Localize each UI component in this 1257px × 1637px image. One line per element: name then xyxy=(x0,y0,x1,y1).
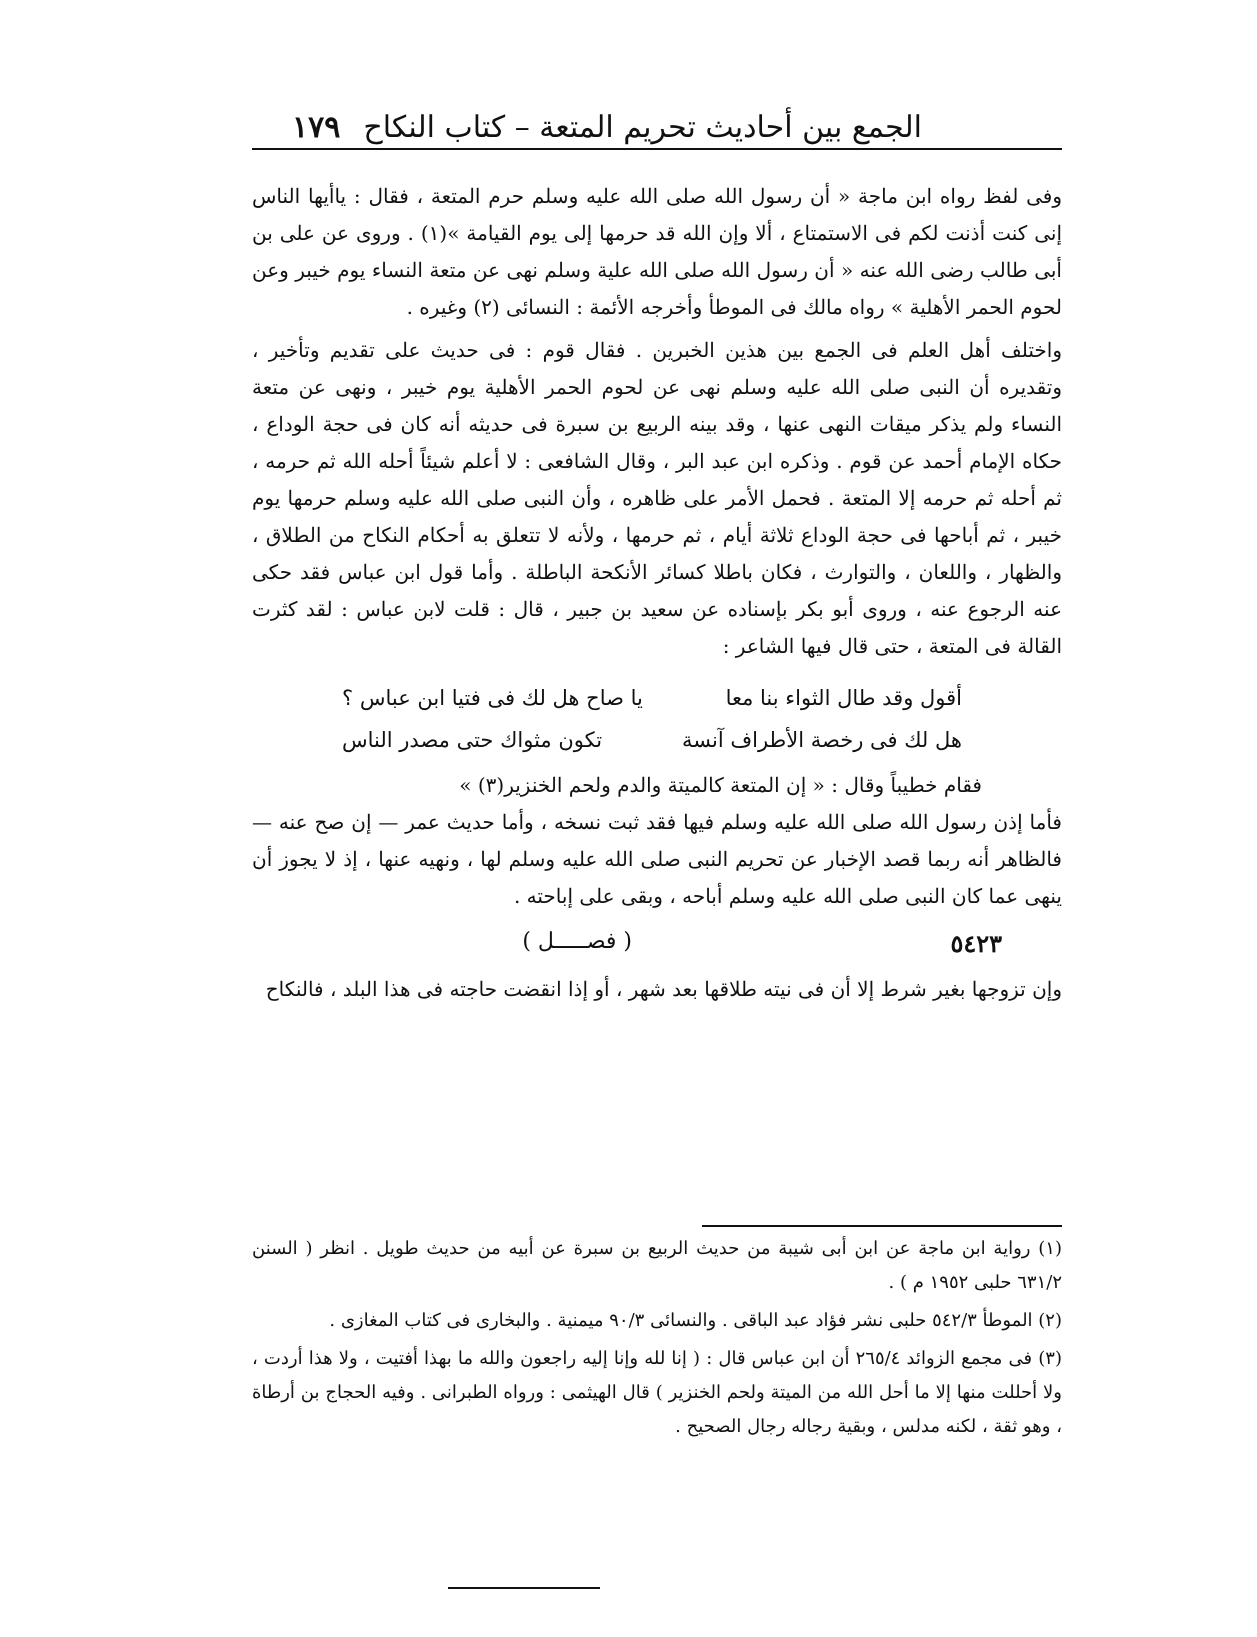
quote-line: فقام خطيباً وقال : « إن المتعة كالميتة والدم ولحم الخنزير(٣) » xyxy=(459,773,982,797)
footnote-2: (٢) الموطأ ٥٤٢/٣ حلبى نشر فؤاد عبد الباقى . والنسائى ٩٠/٣ ميمنية . والبخارى فى كتاب المغازى . xyxy=(329,1310,1062,1331)
paragraph-3: فأما إذن رسول الله صلى الله عليه وسلم فيها فقد ثبت نسخه ، وأما حديث عمر — إن صح عنه — فالظاهر أنه ربما قصد الإخبار عن تحريم النبى صلى الله عليه وسلم لها ، ونهيه عنها ، إذ لا يجوز أن ينهى عما كان النبى صلى الله عليه وسلم أباحه ، وبقى على إباحته . xyxy=(252,810,1062,908)
poem-verse xyxy=(342,719,962,761)
page-number: ١٧٩ xyxy=(292,110,341,145)
paragraph-1: وفى لفظ رواه ابن ماجة « أن رسول الله صلى الله عليه وسلم حرم المتعة ، فقال : ياأيها الناس إنى كنت أذنت لكم فى الاستمتاع ، ألا وإن الله قد حرمها إلى يوم القيامة »(١) . وروى عن على بن أبى طالب رضى الله عنه « أن رسول الله صلى الله علية وسلم نهى عن متعة النساء يوم خيبر وعن لحوم الحمر الأهلية » رواه مالك فى الموطأ وأخرجه الأئمة : النسائى (٢) وغيره . xyxy=(252,184,1062,319)
running-title: الجمع بين أحاديث تحريم المتعة – كتاب النكاح xyxy=(363,110,922,145)
main-text xyxy=(252,178,1062,1008)
footnote-1: (١) رواية ابن ماجة عن ابن أبى شيبة من حديث الربيع بن سبرة عن أبيه من حديث طويل . انظر ( السنن ٦٣١/٢ حلبى ١٩٥٢ م ) . xyxy=(252,1238,1062,1293)
footnote-separator xyxy=(702,1225,1062,1227)
section-heading xyxy=(252,925,1062,971)
poem-verse xyxy=(342,677,962,719)
verse-first-hemistich: أقول وقد طال الثواء بنا معا xyxy=(725,686,962,710)
verse-second-hemistich: يا صاح هل لك فى فتيا ابن عباس ؟ xyxy=(342,686,643,710)
section-number: ٥٤٢٣ xyxy=(950,929,1002,958)
verse-second-hemistich: تكون مثواك حتى مصدر الناس xyxy=(342,728,603,752)
footnotes xyxy=(252,1232,1062,1448)
footnote-3: (٣) فى مجمع الزوائد ٢٦٥/٤ أن ابن عباس قال : ( إنا لله وإنا إليه راجعون والله ما بهذا أفتيت ، ولا هذا أردت ، ولا أحللت منها إلا ما أحل الله من الميتة ولحم الخنزير ) قال الهيثمى : ورواه الطبرانى . وفيه الحجاج بن أرطاة ، وهو ثقة ، لكنه مدلس ، وبقية رجاله رجال الصحيح . xyxy=(252,1348,1062,1437)
poem xyxy=(342,677,962,761)
paragraph-2: واختلف أهل العلم فى الجمع بين هذين الخبرين . فقال قوم : فى حديث على تقديم وتأخير ، وتقديره أن النبى صلى الله عليه وسلم نهى عن لحوم الحمر الأهلية يوم خيبر ، ونهى عن متعة النساء ولم يذكر ميقات النهى عنها ، وقد بينه الربيع بن سبرة فى حديثه أنه كان فى حجة الوداع ، حكاه الإمام أحمد عن قوم . وذكره ابن عبد البر ، وقال الشافعى : لا أعلم شيئاً أحله الله ثم حرمه ، ثم أحله ثم حرمه إلا المتعة . فحمل الأمر على ظاهره ، وأن النبى صلى الله عليه وسلم حرمها يوم خيبر ، ثم أباحها فى حجة الوداع ثلاثة أيام ، ثم حرمها ، ولأنه لا تتعلق به أحكام النكاح من الطلاق ، والظهار ، واللعان ، والتوارث ، فكان باطلا كسائر الأنكحة الباطلة . وأما قول ابن عباس فقد حكى عنه الرجوع عنه ، وروى أبو بكر بإسناده عن سعيد بن جبير ، قال : قلت لابن عباس : لقد كثرت القالة فى المتعة ، حتى قال فيها الشاعر : xyxy=(252,338,1062,658)
running-header xyxy=(252,108,1062,150)
verse-first-hemistich: هل لك فى رخصة الأطراف آنسة xyxy=(682,728,962,752)
paragraph-continues: وإن تزوجها بغير شرط إلا أن فى نيته طلاقها بعد شهر ، أو إذا انقضت حاجته فى هذا البلد ، فالنكاح xyxy=(265,977,1062,1001)
bottom-divider xyxy=(448,1587,600,1589)
section-label: ( فصـــــل ) xyxy=(522,929,632,954)
